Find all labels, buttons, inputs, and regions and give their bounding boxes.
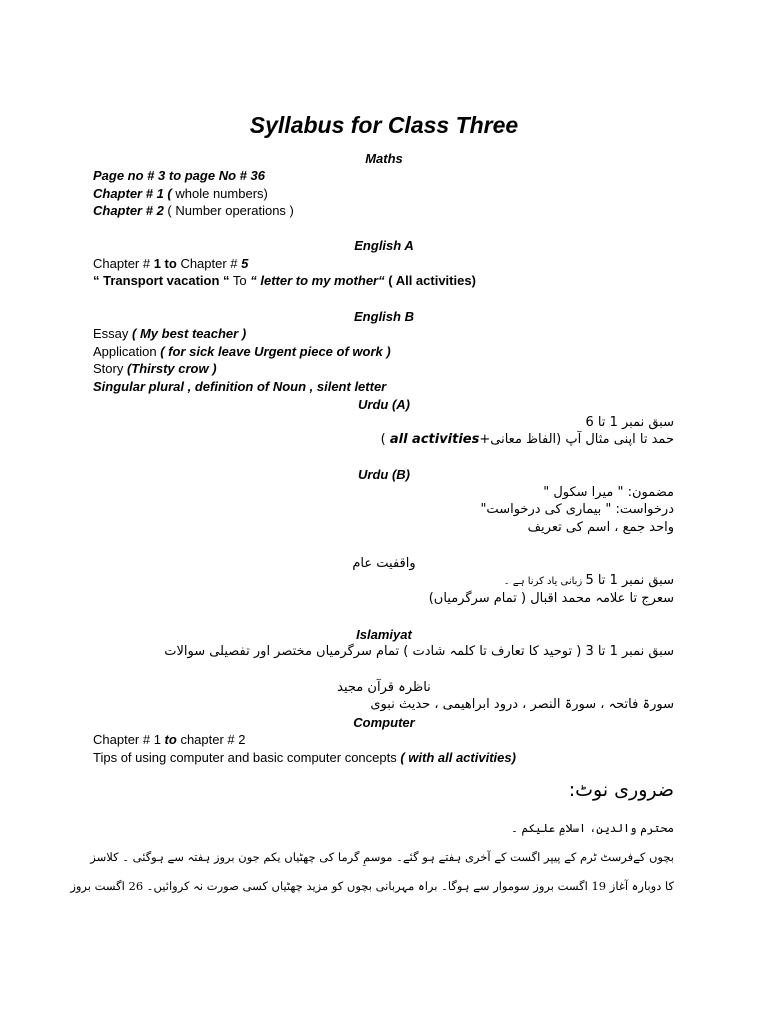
english-a-chapters: Chapter # 1 to Chapter # 5 xyxy=(93,256,249,271)
important-note-heading: ضروری نوٹ: xyxy=(568,779,674,801)
urdu-a-range: حمد تا اپنی مثال آپ (الفاظ معانی+all activities ) xyxy=(380,432,674,447)
urdu-a-heading: Urdu (A) xyxy=(358,397,410,412)
general-knowledge-lessons: سبق نمبر 1 تا 5 زبانی یاد کرنا ہے ۔ xyxy=(503,573,674,588)
islamiyat-lessons: سبق نمبر 1 تا 3 ( توحید کا تعارف تا کلمہ شادت ) تمام سرگرمیاں مختصر اور تفصیلی سوالات xyxy=(164,644,674,659)
english-b-essay: Essay ( My best teacher ) xyxy=(93,326,247,341)
english-b-story: Story (Thirsty crow ) xyxy=(93,361,217,376)
urdu-b-application: درخواست: " بیماری کی درخواست" xyxy=(480,502,674,517)
urdu-b-grammar: واحد جمع ، اسم کی تعریف xyxy=(527,520,674,535)
maths-chapter-2: Chapter # 2 ( Number operations ) xyxy=(93,203,294,218)
english-b-application: Application ( for sick leave Urgent piece of work ) xyxy=(93,344,391,359)
islamiyat-heading: Islamiyat xyxy=(356,627,412,642)
english-b-heading: English B xyxy=(354,309,414,324)
computer-heading: Computer xyxy=(353,715,415,730)
page-title: Syllabus for Class Three xyxy=(249,112,519,138)
general-knowledge-heading: واقفیت عام xyxy=(352,556,416,571)
maths-pages: Page no # 3 to page No # 36 xyxy=(93,168,265,183)
english-b-grammar: Singular plural , definition of Noun , silent letter xyxy=(93,379,387,394)
maths-chapter-1: Chapter # 1 ( whole numbers) xyxy=(93,186,268,201)
general-knowledge-range: سعرج تا علامہ محمد اقبال ( تمام سرگرمیاں) xyxy=(428,591,674,606)
english-a-range: “ Transport vacation “ To “ letter to my mother“ ( All activities) xyxy=(93,273,476,288)
computer-topics: Tips of using computer and basic computer concepts ( with all activities) xyxy=(93,750,516,765)
computer-chapters: Chapter # 1 to chapter # 2 xyxy=(93,732,246,747)
note-paragraph-line-2: کا دوبارہ آغاز 19 اگست بروز سوموار سے ہوگا۔ براہ مہربانی بچوں کو مزید چھٹیاں کسی صورت نہ کروائیں۔ 26 اگست بروز xyxy=(70,879,674,893)
english-a-heading: English A xyxy=(354,238,414,253)
urdu-b-essay: مضمون: " میرا سکول " xyxy=(543,485,674,500)
urdu-a-lessons: سبق نمبر 1 تا 6 xyxy=(585,415,674,430)
nazira-heading: ناظرہ قرآن مجید xyxy=(337,680,431,695)
nazira-surahs: سورۃ فاتحہ ، سورۃ النصر ، درود ابراھیمی ، حدیث نبوی xyxy=(370,697,674,712)
note-greeting: محترم والدین، اسلامِ علیکم ۔ xyxy=(511,821,674,835)
maths-heading: Maths xyxy=(365,151,403,166)
note-paragraph-line-1: بچوں کےفرسٹ ٹرم کے پیپر اگست کے آخری ہفتے ہو گئے۔ موسمِ گرما کی چھٹیاں یکم جون بروز ہفتہ سے ہوگئی ۔ کلاسز xyxy=(90,850,674,864)
urdu-b-heading: Urdu (B) xyxy=(358,467,410,482)
